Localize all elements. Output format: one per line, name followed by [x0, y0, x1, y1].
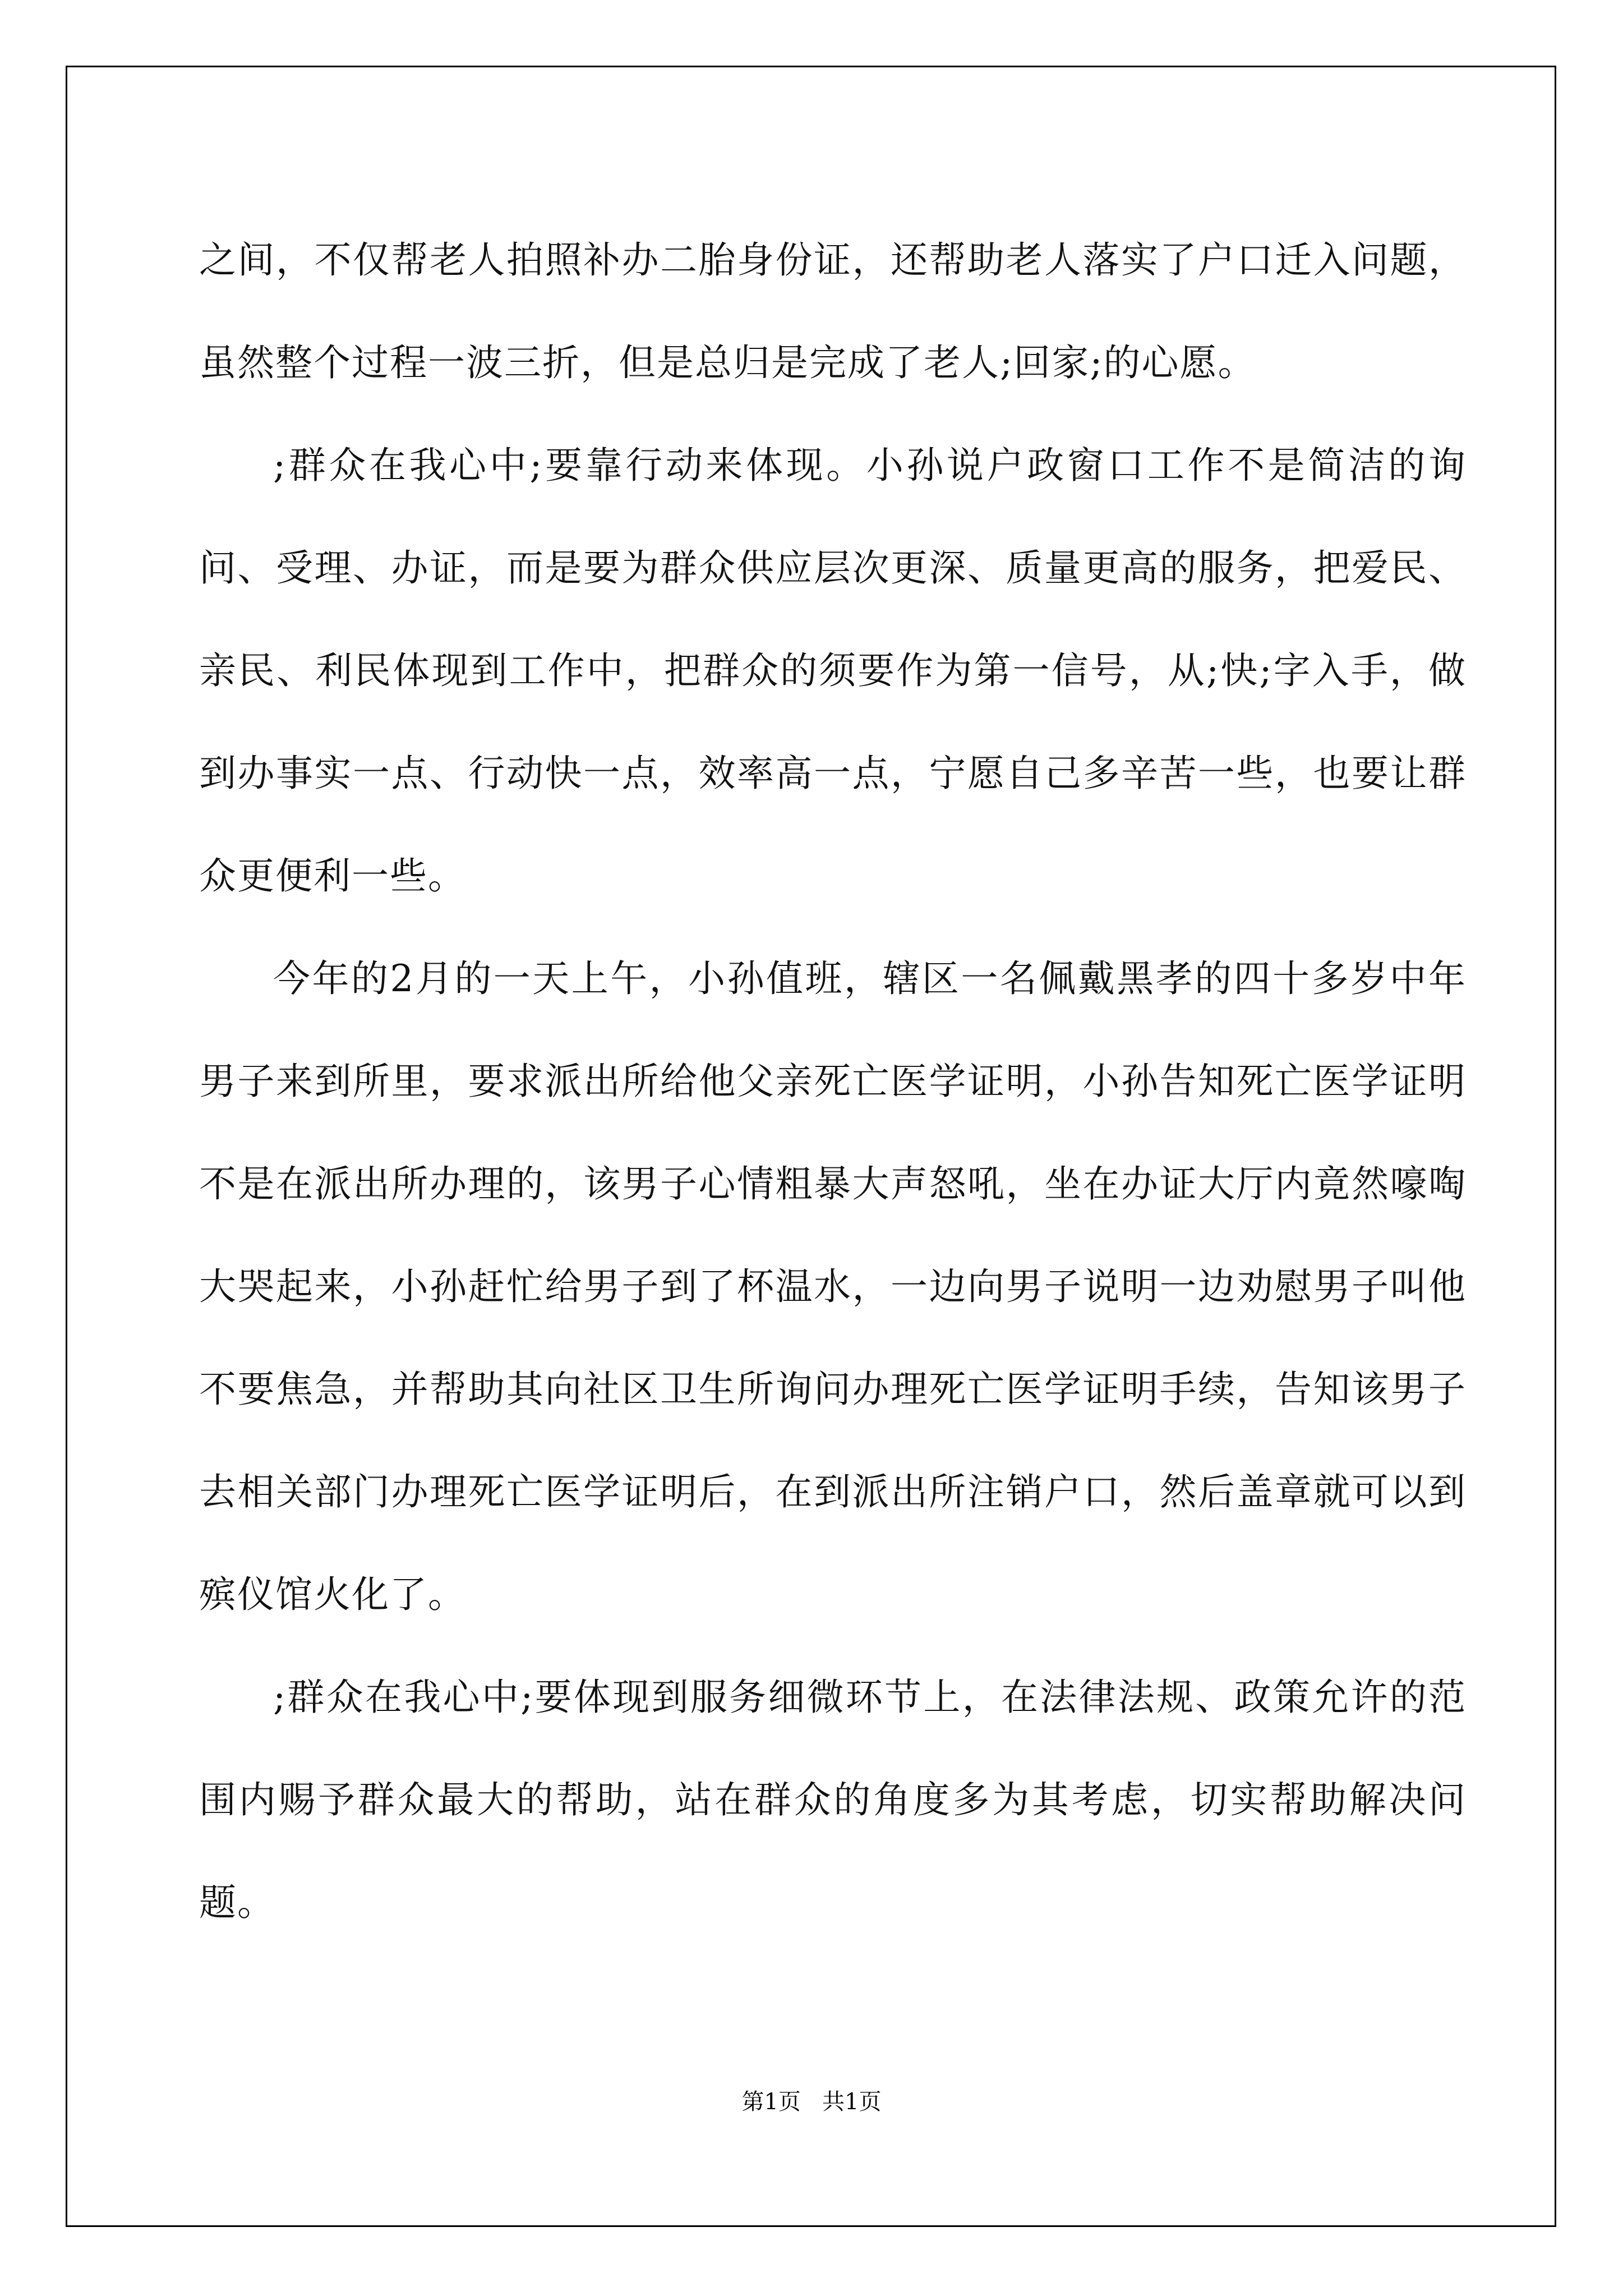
page-number-footer: 第1页 共1页	[741, 2089, 882, 2115]
paragraph-4: ;群众在我心中;要体现到服务细微环节上，在法律法规、政策允许的范围内赐予群众最大的帮助，站在群众的角度多为其考虑，切实帮助解决问题。	[199, 1676, 1467, 1924]
paragraph-1: 之间，不仅帮老人拍照补办二胎身份证，还帮助老人落实了户口迁入问题，虽然整个过程一波三折，但是总归是完成了老人;回家;的心愿。	[199, 238, 1467, 384]
document-body	[199, 209, 1467, 1954]
paragraph-2: ;群众在我心中;要靠行动来体现。小孙说户政窗口工作不是简洁的询问、受理、办证，而是要为群众供应层次更深、质量更高的服务，把爱民、亲民、利民体现到工作中，把群众的须要作为第一信号，从;快;字入手，做到办事实一点、行动快一点，效率高一点，宁愿自己多辛苦一些，也要让群众更便利一些。	[199, 444, 1467, 898]
paragraph-3: 今年的2月的一天上午，小孙值班，辖区一名佩戴黑孝的四十多岁中年男子来到所里，要求派出所给他父亲死亡医学证明，小孙告知死亡医学证明不是在派出所办理的，该男子心情粗暴大声怒吼，坐在办证大厅内竟然嚎啕大哭起来，小孙赶忙给男子到了杯温水，一边向男子说明一边劝慰男子叫他不要焦急，并帮助其向社区卫生所询问办理死亡医学证明手续，告知该男子去相关部门办理死亡医学证明后，在到派出所注销户口，然后盖章就可以到殡仪馆火化了。	[199, 957, 1467, 1616]
